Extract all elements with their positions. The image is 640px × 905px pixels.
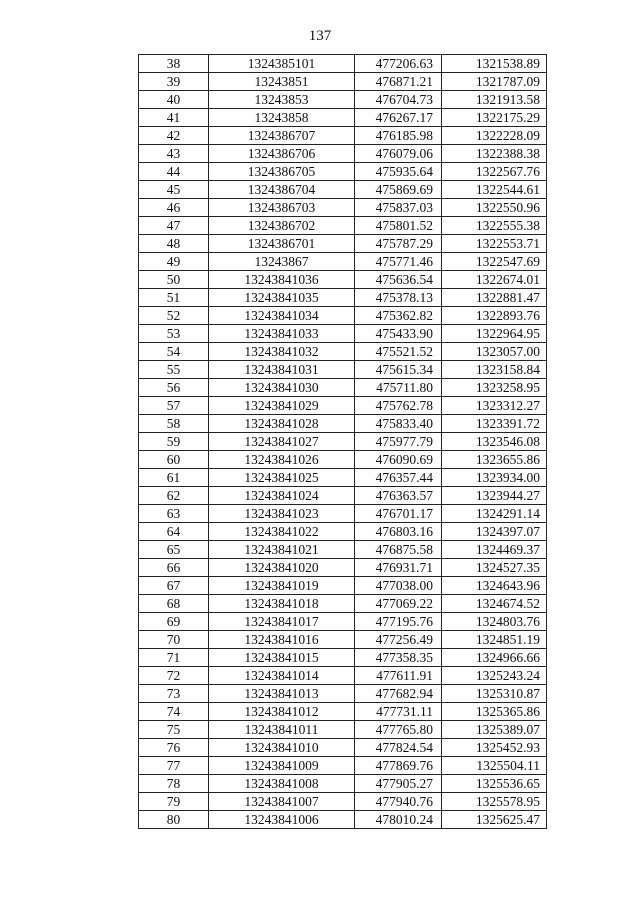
y-coordinate-cell: 1323655.86	[442, 451, 547, 469]
y-coordinate-cell: 1322555.38	[442, 217, 547, 235]
point-id-cell: 13243841032	[209, 343, 355, 361]
x-coordinate-cell: 477905.27	[355, 775, 442, 793]
table-row	[139, 91, 547, 109]
row-number-cell: 73	[139, 685, 209, 703]
table-row	[139, 811, 547, 829]
y-coordinate-cell: 1323546.08	[442, 433, 547, 451]
point-id-cell: 13243841023	[209, 505, 355, 523]
y-coordinate-cell: 1322228.09	[442, 127, 547, 145]
y-coordinate-cell: 1323312.27	[442, 397, 547, 415]
y-coordinate-cell: 1325310.87	[442, 685, 547, 703]
y-coordinate-cell: 1325504.11	[442, 757, 547, 775]
table-row	[139, 703, 547, 721]
x-coordinate-cell: 477765.80	[355, 721, 442, 739]
point-id-cell: 13243851	[209, 73, 355, 91]
x-coordinate-cell: 475615.34	[355, 361, 442, 379]
table-row	[139, 667, 547, 685]
x-coordinate-cell: 475977.79	[355, 433, 442, 451]
table-row	[139, 649, 547, 667]
point-id-cell: 13243841035	[209, 289, 355, 307]
point-id-cell: 13243841033	[209, 325, 355, 343]
x-coordinate-cell: 477824.54	[355, 739, 442, 757]
row-number-cell: 80	[139, 811, 209, 829]
x-coordinate-cell: 477731.11	[355, 703, 442, 721]
point-id-cell: 13243858	[209, 109, 355, 127]
row-number-cell: 71	[139, 649, 209, 667]
x-coordinate-cell: 478010.24	[355, 811, 442, 829]
point-id-cell: 1324386703	[209, 199, 355, 217]
row-number-cell: 74	[139, 703, 209, 721]
row-number-cell: 44	[139, 163, 209, 181]
row-number-cell: 54	[139, 343, 209, 361]
row-number-cell: 65	[139, 541, 209, 559]
table-row	[139, 127, 547, 145]
table-body	[139, 55, 547, 829]
table-row	[139, 55, 547, 73]
x-coordinate-cell: 475771.46	[355, 253, 442, 271]
y-coordinate-cell: 1325389.07	[442, 721, 547, 739]
point-id-cell: 13243841006	[209, 811, 355, 829]
table-row	[139, 757, 547, 775]
row-number-cell: 55	[139, 361, 209, 379]
table-row	[139, 181, 547, 199]
x-coordinate-cell: 476090.69	[355, 451, 442, 469]
y-coordinate-cell: 1325625.47	[442, 811, 547, 829]
table-row	[139, 343, 547, 361]
table-row	[139, 289, 547, 307]
table-row	[139, 271, 547, 289]
y-coordinate-cell: 1322893.76	[442, 307, 547, 325]
x-coordinate-cell: 475935.64	[355, 163, 442, 181]
y-coordinate-cell: 1325452.93	[442, 739, 547, 757]
x-coordinate-cell: 476363.57	[355, 487, 442, 505]
row-number-cell: 48	[139, 235, 209, 253]
table-row	[139, 235, 547, 253]
point-id-cell: 13243841016	[209, 631, 355, 649]
point-id-cell: 13243841014	[209, 667, 355, 685]
table-row	[139, 379, 547, 397]
x-coordinate-cell: 475362.82	[355, 307, 442, 325]
y-coordinate-cell: 1325578.95	[442, 793, 547, 811]
table-row	[139, 559, 547, 577]
row-number-cell: 58	[139, 415, 209, 433]
row-number-cell: 63	[139, 505, 209, 523]
point-id-cell: 13243841029	[209, 397, 355, 415]
row-number-cell: 38	[139, 55, 209, 73]
y-coordinate-cell: 1323057.00	[442, 343, 547, 361]
table-row	[139, 433, 547, 451]
row-number-cell: 52	[139, 307, 209, 325]
point-id-cell: 13243841019	[209, 577, 355, 595]
table-row	[139, 325, 547, 343]
x-coordinate-cell: 475636.54	[355, 271, 442, 289]
row-number-cell: 53	[139, 325, 209, 343]
table-row	[139, 397, 547, 415]
x-coordinate-cell: 476875.58	[355, 541, 442, 559]
row-number-cell: 69	[139, 613, 209, 631]
point-id-cell: 13243841024	[209, 487, 355, 505]
table-row	[139, 145, 547, 163]
table-row	[139, 73, 547, 91]
point-id-cell: 1324385101	[209, 55, 355, 73]
y-coordinate-cell: 1324527.35	[442, 559, 547, 577]
x-coordinate-cell: 477195.76	[355, 613, 442, 631]
point-id-cell: 13243841012	[209, 703, 355, 721]
table-row	[139, 361, 547, 379]
y-coordinate-cell: 1324966.66	[442, 649, 547, 667]
x-coordinate-cell: 475833.40	[355, 415, 442, 433]
row-number-cell: 61	[139, 469, 209, 487]
row-number-cell: 40	[139, 91, 209, 109]
table-row	[139, 793, 547, 811]
x-coordinate-cell: 477038.00	[355, 577, 442, 595]
y-coordinate-cell: 1322550.96	[442, 199, 547, 217]
point-id-cell: 13243841020	[209, 559, 355, 577]
y-coordinate-cell: 1324397.07	[442, 523, 547, 541]
table-row	[139, 523, 547, 541]
row-number-cell: 47	[139, 217, 209, 235]
point-id-cell: 13243841022	[209, 523, 355, 541]
table-row	[139, 469, 547, 487]
x-coordinate-cell: 475762.78	[355, 397, 442, 415]
table-row	[139, 721, 547, 739]
point-id-cell: 13243841007	[209, 793, 355, 811]
row-number-cell: 64	[139, 523, 209, 541]
table-row	[139, 199, 547, 217]
x-coordinate-cell: 476267.17	[355, 109, 442, 127]
y-coordinate-cell: 1322567.76	[442, 163, 547, 181]
y-coordinate-cell: 1321913.58	[442, 91, 547, 109]
x-coordinate-cell: 476079.06	[355, 145, 442, 163]
y-coordinate-cell: 1323934.00	[442, 469, 547, 487]
x-coordinate-cell: 477869.76	[355, 757, 442, 775]
point-id-cell: 1324386702	[209, 217, 355, 235]
y-coordinate-cell: 1324469.37	[442, 541, 547, 559]
row-number-cell: 46	[139, 199, 209, 217]
x-coordinate-cell: 476701.17	[355, 505, 442, 523]
table-row	[139, 631, 547, 649]
point-id-cell: 13243841028	[209, 415, 355, 433]
point-id-cell: 13243841017	[209, 613, 355, 631]
table-row	[139, 217, 547, 235]
point-id-cell: 13243841009	[209, 757, 355, 775]
table-row	[139, 541, 547, 559]
y-coordinate-cell: 1323391.72	[442, 415, 547, 433]
y-coordinate-cell: 1324291.14	[442, 505, 547, 523]
row-number-cell: 57	[139, 397, 209, 415]
y-coordinate-cell: 1323158.84	[442, 361, 547, 379]
x-coordinate-cell: 477206.63	[355, 55, 442, 73]
row-number-cell: 49	[139, 253, 209, 271]
row-number-cell: 39	[139, 73, 209, 91]
x-coordinate-cell: 476871.21	[355, 73, 442, 91]
x-coordinate-cell: 476185.98	[355, 127, 442, 145]
table-row	[139, 487, 547, 505]
point-id-cell: 13243841021	[209, 541, 355, 559]
y-coordinate-cell: 1324803.76	[442, 613, 547, 631]
point-id-cell: 1324386707	[209, 127, 355, 145]
y-coordinate-cell: 1325243.24	[442, 667, 547, 685]
row-number-cell: 41	[139, 109, 209, 127]
point-id-cell: 13243841025	[209, 469, 355, 487]
x-coordinate-cell: 475521.52	[355, 343, 442, 361]
row-number-cell: 50	[139, 271, 209, 289]
row-number-cell: 77	[139, 757, 209, 775]
table-row	[139, 685, 547, 703]
point-id-cell: 1324386706	[209, 145, 355, 163]
row-number-cell: 62	[139, 487, 209, 505]
x-coordinate-cell: 477069.22	[355, 595, 442, 613]
y-coordinate-cell: 1321538.89	[442, 55, 547, 73]
y-coordinate-cell: 1325536.65	[442, 775, 547, 793]
point-id-cell: 13243841010	[209, 739, 355, 757]
x-coordinate-cell: 477940.76	[355, 793, 442, 811]
point-id-cell: 13243867	[209, 253, 355, 271]
point-id-cell: 13243841030	[209, 379, 355, 397]
point-id-cell: 13243841015	[209, 649, 355, 667]
y-coordinate-cell: 1322547.69	[442, 253, 547, 271]
page-number: 137	[308, 28, 332, 44]
table-row	[139, 775, 547, 793]
x-coordinate-cell: 475869.69	[355, 181, 442, 199]
y-coordinate-cell: 1323258.95	[442, 379, 547, 397]
table-row	[139, 595, 547, 613]
x-coordinate-cell: 475801.52	[355, 217, 442, 235]
point-id-cell: 13243841027	[209, 433, 355, 451]
row-number-cell: 68	[139, 595, 209, 613]
row-number-cell: 42	[139, 127, 209, 145]
x-coordinate-cell: 475378.13	[355, 289, 442, 307]
table-row	[139, 613, 547, 631]
x-coordinate-cell: 476704.73	[355, 91, 442, 109]
row-number-cell: 66	[139, 559, 209, 577]
x-coordinate-cell: 476357.44	[355, 469, 442, 487]
table-row	[139, 109, 547, 127]
x-coordinate-cell: 476931.71	[355, 559, 442, 577]
y-coordinate-cell: 1322674.01	[442, 271, 547, 289]
row-number-cell: 43	[139, 145, 209, 163]
y-coordinate-cell: 1322544.61	[442, 181, 547, 199]
y-coordinate-cell: 1322964.95	[442, 325, 547, 343]
x-coordinate-cell: 477256.49	[355, 631, 442, 649]
table-row	[139, 307, 547, 325]
point-id-cell: 13243841011	[209, 721, 355, 739]
point-id-cell: 13243841018	[209, 595, 355, 613]
row-number-cell: 75	[139, 721, 209, 739]
row-number-cell: 60	[139, 451, 209, 469]
table-row	[139, 415, 547, 433]
y-coordinate-cell: 1324643.96	[442, 577, 547, 595]
point-id-cell: 13243853	[209, 91, 355, 109]
row-number-cell: 70	[139, 631, 209, 649]
row-number-cell: 51	[139, 289, 209, 307]
row-number-cell: 59	[139, 433, 209, 451]
x-coordinate-cell: 475711.80	[355, 379, 442, 397]
x-coordinate-cell: 477611.91	[355, 667, 442, 685]
x-coordinate-cell: 476803.16	[355, 523, 442, 541]
point-id-cell: 13243841036	[209, 271, 355, 289]
y-coordinate-cell: 1324851.19	[442, 631, 547, 649]
point-id-cell: 13243841026	[209, 451, 355, 469]
point-id-cell: 13243841031	[209, 361, 355, 379]
x-coordinate-cell: 475837.03	[355, 199, 442, 217]
y-coordinate-cell: 1322881.47	[442, 289, 547, 307]
y-coordinate-cell: 1321787.09	[442, 73, 547, 91]
y-coordinate-cell: 1322388.38	[442, 145, 547, 163]
table-row	[139, 505, 547, 523]
y-coordinate-cell: 1325365.86	[442, 703, 547, 721]
point-id-cell: 1324386705	[209, 163, 355, 181]
row-number-cell: 45	[139, 181, 209, 199]
point-id-cell: 13243841008	[209, 775, 355, 793]
coordinates-table	[138, 54, 547, 829]
point-id-cell: 13243841013	[209, 685, 355, 703]
point-id-cell: 1324386704	[209, 181, 355, 199]
y-coordinate-cell: 1322175.29	[442, 109, 547, 127]
y-coordinate-cell: 1324674.52	[442, 595, 547, 613]
row-number-cell: 72	[139, 667, 209, 685]
point-id-cell: 1324386701	[209, 235, 355, 253]
row-number-cell: 67	[139, 577, 209, 595]
row-number-cell: 56	[139, 379, 209, 397]
x-coordinate-cell: 475787.29	[355, 235, 442, 253]
x-coordinate-cell: 477682.94	[355, 685, 442, 703]
table-row	[139, 739, 547, 757]
point-id-cell: 13243841034	[209, 307, 355, 325]
table-row	[139, 163, 547, 181]
row-number-cell: 79	[139, 793, 209, 811]
y-coordinate-cell: 1323944.27	[442, 487, 547, 505]
table-row	[139, 577, 547, 595]
row-number-cell: 76	[139, 739, 209, 757]
x-coordinate-cell: 477358.35	[355, 649, 442, 667]
row-number-cell: 78	[139, 775, 209, 793]
table-row	[139, 451, 547, 469]
y-coordinate-cell: 1322553.71	[442, 235, 547, 253]
x-coordinate-cell: 475433.90	[355, 325, 442, 343]
table-row	[139, 253, 547, 271]
